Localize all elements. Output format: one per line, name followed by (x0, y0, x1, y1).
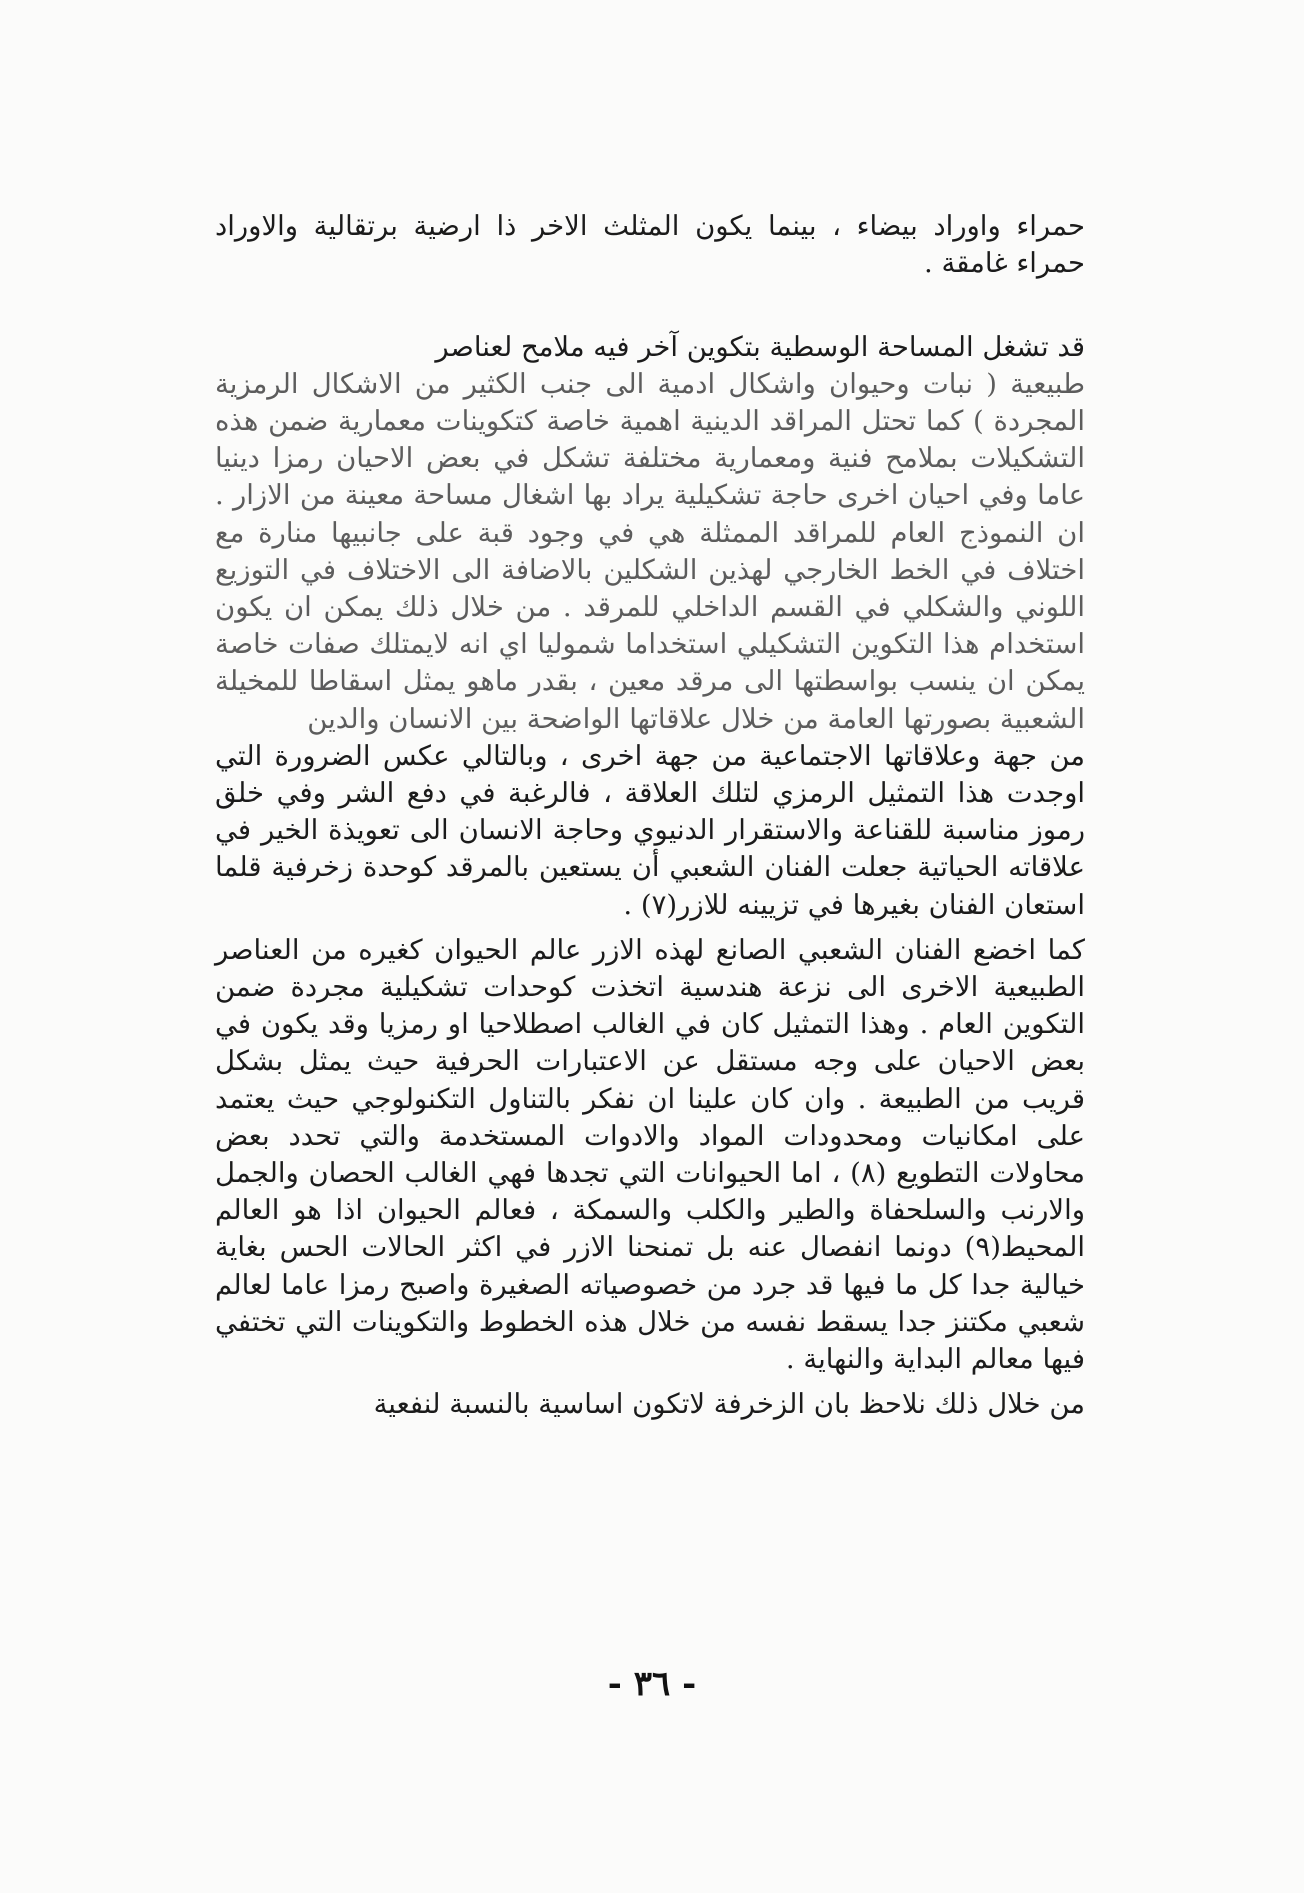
paragraph-shrines (215, 291, 1085, 923)
body-text (215, 208, 1085, 1424)
paragraph-shrines-faded-text: طبيعية ( نبات وحيوان واشكال ادمية الى جنب الكثير من الاشكال الرمزية المجردة ) كما تحتل المراقد الدينية اهمية خاصة كتكوينات معمارية ضمن هذه التشكيلات بملامح فنية ومعمارية مختلفة تشكل في بعض الاحيان رمزا دينيا عاما وفي احيان اخرى حاجة تشكيلية يراد بها اشغال مساحة معينة من الازار . ان النموذج العام للمراقد الممثلة هي في وجود قبة على جانبيها منارة مع اختلاف في الخط الخارجي لهذين الشكلين بالاضافة الى الاختلاف في التوزيع اللوني والشكلي في القسم الداخلي للمرقد . من خلال ذلك يمكن ان يكون استخدام هذا التكوين التشكيلي استخداما شموليا اي انه لايمتلك صفات خاصة يمكن ان ينسب بواسطتها الى مرقد معين ، بقدر ماهو يمثل اسقاطا للمخيلة الشعبية بصورتها العامة من خلال علاقاتها الواضحة بين الانسان والدين (215, 367, 1085, 735)
paragraph-continued: حمراء واوراد بيضاء ، بينما يكون المثلث الاخر ذا ارضية برتقالية والاوراد حمراء غامقة . (215, 210, 1085, 280)
paragraph-decoration: من خلال ذلك نلاحظ بان الزخرفة لاتكون اساسية بالنسبة لنفعية (373, 1388, 1085, 1421)
paragraph-shrines-rest: من جهة وعلاقاتها الاجتماعية من جهة اخرى ، وبالتالي عكس الضرورة التي اوجدت هذا التمثيل الرمزي لتلك العلاقة ، فالرغبة في دفع الشر وفي خلق رموز مناسبة للقناعة والاستقرار الدنيوي وحاجة الانسان الى تعويذة الخير في علاقاته الحياتية جعلت الفنان الشعبي أن يستعين بالمرقد كوحدة زخرفية قلما استعان الفنان بغيرها في تزيينه للازر(٧) . (215, 739, 1085, 921)
page-number: - ٣٦ - (607, 1664, 697, 1704)
paragraph-animals: كما اخضع الفنان الشعبي الصانع لهذه الازر عالم الحيوان كغيره من العناصر الطبيعية الاخرى الى نزعة هندسية اتخذت كوحدات تشكيلية مجردة ضمن التكوين العام . وهذا التمثيل كان في الغالب اصطلاحيا او رمزيا وقد يكون في بعض الاحيان على وجه مستقل عن الاعتبارات الحرفية حيث يمثل بشكل قريب من الطبيعة . وان كان علينا ان نفكر بالتناول التكنولوجي حيث يعتمد على امكانيات ومحدودات المواد والادوات المستخدمة والتي تحدد بعض محاولات التطويع (٨) ، اما الحيوانات التي تجدها فهي الغالب الحصان والجمل والارنب والسلحفاة والطير والكلب والسمكة ، فعالم الحيوان اذا هو العالم المحيط(٩) دونما انفصال عنه بل تمنحنا الازر في اكثر الحالات الحس بغاية خيالية جدا كل ما فيها قد جرد من خصوصياته الصغيرة واصبح رمزا عاما لعالم شعبي مكتنز جدا يسقط نفسه من خلال هذه الخطوط والتكوينات التي تختفي فيها معالم البداية والنهاية . (215, 933, 1085, 1376)
paragraph-shrines-intro: قد تشغل المساحة الوسطية بتكوين آخر فيه ملامح لعناصر (435, 330, 1085, 363)
